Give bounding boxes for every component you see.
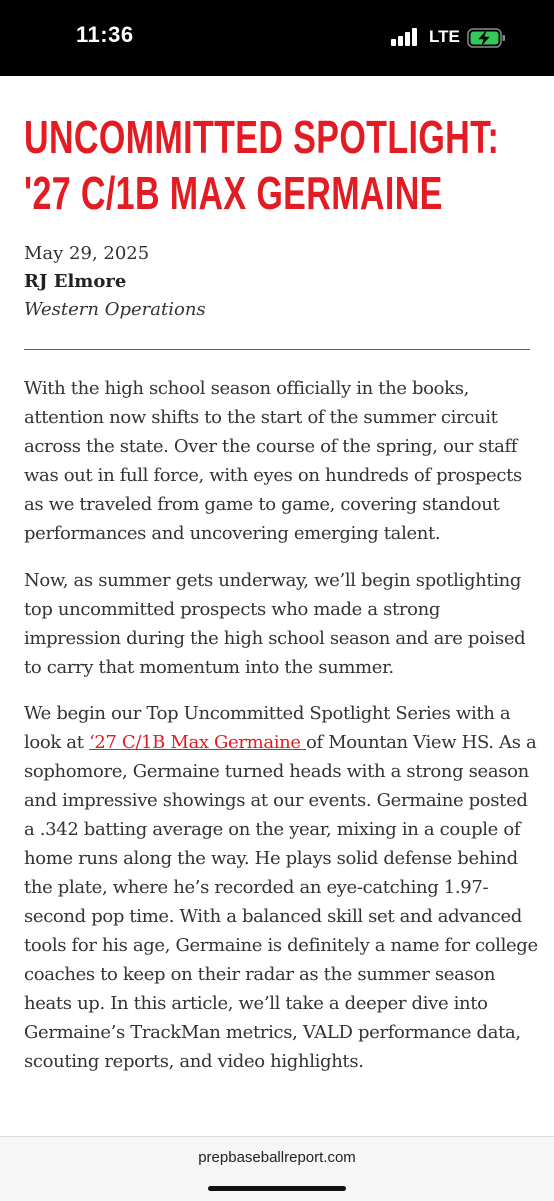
article-paragraph-3 [24,699,539,1076]
network-type: LTE [429,27,460,46]
article-paragraph-2: Now, as summer gets underway, we’ll begin spotlighting top uncommitted prospects who made a strong impression during the high school season and are poised to carry that momentum into the summer. [24,570,526,678]
paragraph-3-intro: We begin our Top Uncommitted Spotlight Series with a look at [24,703,511,753]
article-headline: UNCOMMITTED SPOTLIGHT: '27 C/1B MAX GERMAINE [24,111,500,219]
paragraph-3-body: of Mountan View HS. As a sophomore, Germaine turned heads with a strong season and impressive showings at our events. Germaine posted a .342 batting average on the year, mixing in a couple of home runs along the way. He plays solid defense behind the plate, where he’s recorded an eye-catching 1.97-second pop time. With a balanced skill set and advanced tools for his age, Germaine is definitely a name for college coaches to keep on their radar as the summer season heats up. In this article, we’ll take a deeper dive into Germaine’s TrackMan metrics, VALD performance data, scouting reports, and video highlights. [24,732,538,1072]
header-divider [24,349,530,350]
status-time: 11:36 [76,22,134,47]
battery-charging-icon [467,27,507,49]
article-paragraph-1: With the high school season officially in the books, attention now shifts to the start of the summer circuit across the state. Over the course of the spring, our staff was out in full force, with eyes on hundreds of prospects as we traveled from game to game, covering standout performances and uncovering emerging talent. [24,378,522,544]
url-text[interactable]: prepbaseballreport.com [198,1149,356,1166]
browser-url-bar[interactable] [0,1136,554,1201]
author-department: Western Operations [24,299,206,320]
player-profile-link[interactable]: ‘27 C/1B Max Germaine [88,732,307,753]
article [0,76,554,1136]
article-author[interactable]: RJ Elmore [24,271,127,292]
home-indicator[interactable] [208,1186,346,1191]
article-date: May 29, 2025 [24,243,150,264]
status-bar [0,0,554,76]
cellular-signal-icon [391,28,421,46]
